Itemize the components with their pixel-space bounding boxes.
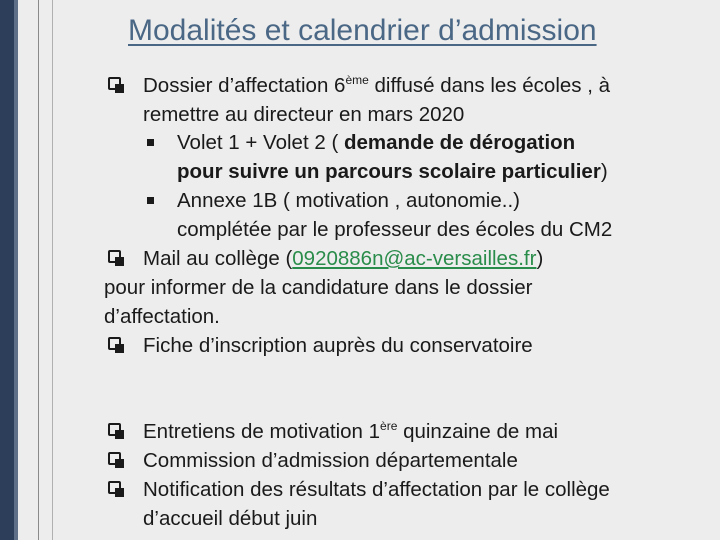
checkbox-bullet-icon	[108, 250, 121, 263]
volet-line-1: Volet 1 + Volet 2 ( demande de dérogation	[177, 131, 576, 154]
notification-line-2: d’accueil début juin	[143, 507, 318, 530]
email-link[interactable]: 0920886n@ac-versailles.fr	[292, 247, 537, 270]
dossier-line-2: remettre au directeur en mars 2020	[143, 103, 465, 126]
decorative-line	[38, 0, 39, 540]
dossier-line-1: Dossier d’affectation 6ème diffusé dans les écoles , à	[143, 73, 611, 97]
square-bullet-icon	[147, 197, 154, 204]
left-accent-stripe	[14, 0, 18, 540]
left-accent-bar	[0, 0, 14, 540]
slide-title: Modalités et calendrier d’admission	[128, 14, 597, 47]
entretiens-line: Entretiens de motivation 1ère quinzaine de mai	[143, 419, 559, 443]
mail-line-1: Mail au collège (0920886n@ac-versailles.fr)	[143, 247, 544, 270]
decorative-line	[52, 0, 53, 540]
checkbox-bullet-icon	[108, 481, 121, 494]
checkbox-bullet-icon	[108, 337, 121, 350]
square-bullet-icon	[147, 139, 154, 146]
annexe-line-1: Annexe 1B ( motivation , autonomie..)	[177, 189, 520, 212]
checkbox-bullet-icon	[108, 77, 121, 90]
checkbox-bullet-icon	[108, 423, 121, 436]
fiche-line: Fiche d’inscription auprès du conservatoire	[143, 334, 533, 357]
commission-line: Commission d’admission départementale	[143, 449, 518, 472]
notification-line-1: Notification des résultats d’affectation par le collège	[143, 478, 610, 501]
volet-line-2: pour suivre un parcours scolaire particulier)	[177, 160, 608, 183]
checkbox-bullet-icon	[108, 452, 121, 465]
mail-line-2: pour informer de la candidature dans le dossier	[104, 276, 533, 299]
mail-line-3: d’affectation.	[104, 305, 220, 328]
annexe-line-2: complétée par le professeur des écoles du CM2	[177, 218, 613, 241]
